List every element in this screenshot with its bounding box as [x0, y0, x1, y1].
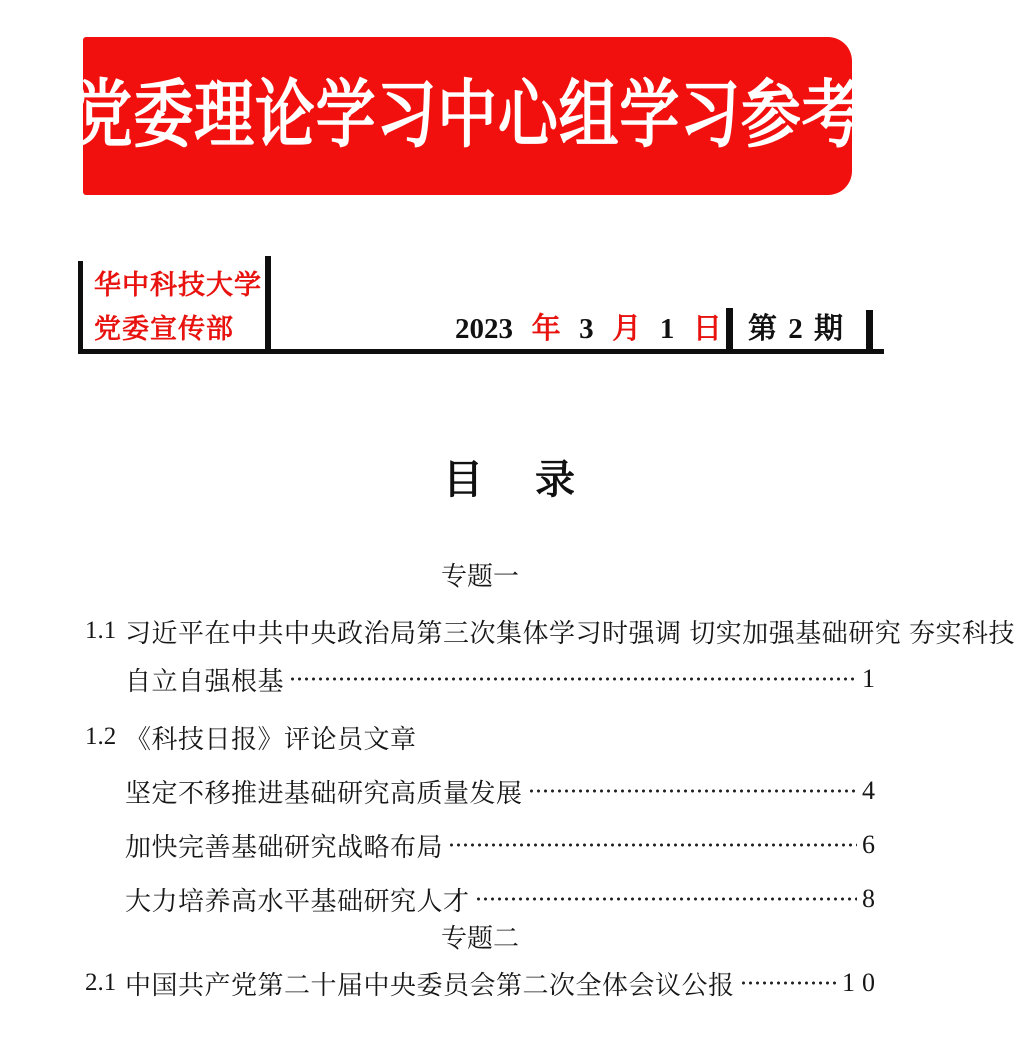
page-number: 4	[862, 776, 875, 805]
page-number: 6	[862, 830, 875, 859]
publisher-left-bar	[78, 261, 83, 353]
entry-text: 坚定不移推进基础研究高质量发展	[125, 777, 523, 808]
page-number: 8	[862, 884, 875, 913]
dot-leader	[448, 827, 857, 863]
publisher-department: 党委宣传部	[94, 314, 234, 344]
toc-subentry-2	[125, 827, 875, 863]
page-number: 1	[862, 664, 875, 693]
section-heading-2: 专题二	[440, 923, 519, 953]
toc-subentry-3	[125, 881, 875, 917]
dot-leader	[740, 965, 837, 1001]
publisher-right-bar	[265, 256, 271, 353]
toc-entry-1-1-line1	[85, 613, 1015, 649]
page-number: 10	[842, 968, 882, 997]
issue-left-bar	[726, 308, 733, 353]
date-month: 3	[579, 313, 594, 345]
section-heading-1: 专题一	[440, 561, 519, 591]
entry-text: 大力培养高水平基础研究人才	[125, 885, 470, 916]
date-day-unit: 日	[692, 313, 722, 345]
publisher-block	[94, 263, 266, 351]
entry-text: 中国共产党第二十届中央委员会第二次全体会议公报	[125, 969, 735, 1000]
toc-entry-1-1-line2	[125, 661, 875, 697]
masthead-rule	[78, 349, 884, 354]
entry-text: 《科技日报》评论员文章	[125, 723, 417, 754]
toc-entry-1-2	[85, 719, 875, 755]
masthead-banner	[72, 37, 863, 195]
entry-text: 自立自强根基	[125, 665, 285, 696]
toc-entry-2-1	[85, 965, 882, 1001]
date-day: 1	[659, 313, 675, 345]
dot-leader	[289, 661, 857, 697]
dot-leader	[528, 773, 857, 809]
issue-right-bar	[866, 310, 873, 350]
entry-text: 加快完善基础研究战略布局	[125, 831, 444, 862]
toc-title: 目 录	[443, 458, 581, 502]
entry-text: 习近平在中共中央政治局第三次集体学习时强调 切实加强基础研究 夯实科技	[125, 617, 1015, 648]
issue-date	[455, 313, 722, 345]
toc-subentry-1	[125, 773, 875, 809]
dot-leader	[475, 881, 857, 917]
date-year: 2023	[455, 313, 513, 345]
entry-number: 1.1	[85, 617, 117, 644]
entry-number: 1.2	[85, 723, 117, 750]
publication-title: 党委理论学习中心组学习参考	[72, 75, 863, 157]
entry-number: 2.1	[85, 969, 117, 996]
publisher-university: 华中科技大学	[94, 270, 262, 300]
issue-number: 第 2 期	[748, 313, 846, 345]
date-year-unit: 年	[531, 313, 561, 345]
date-month-unit: 月	[612, 313, 642, 345]
